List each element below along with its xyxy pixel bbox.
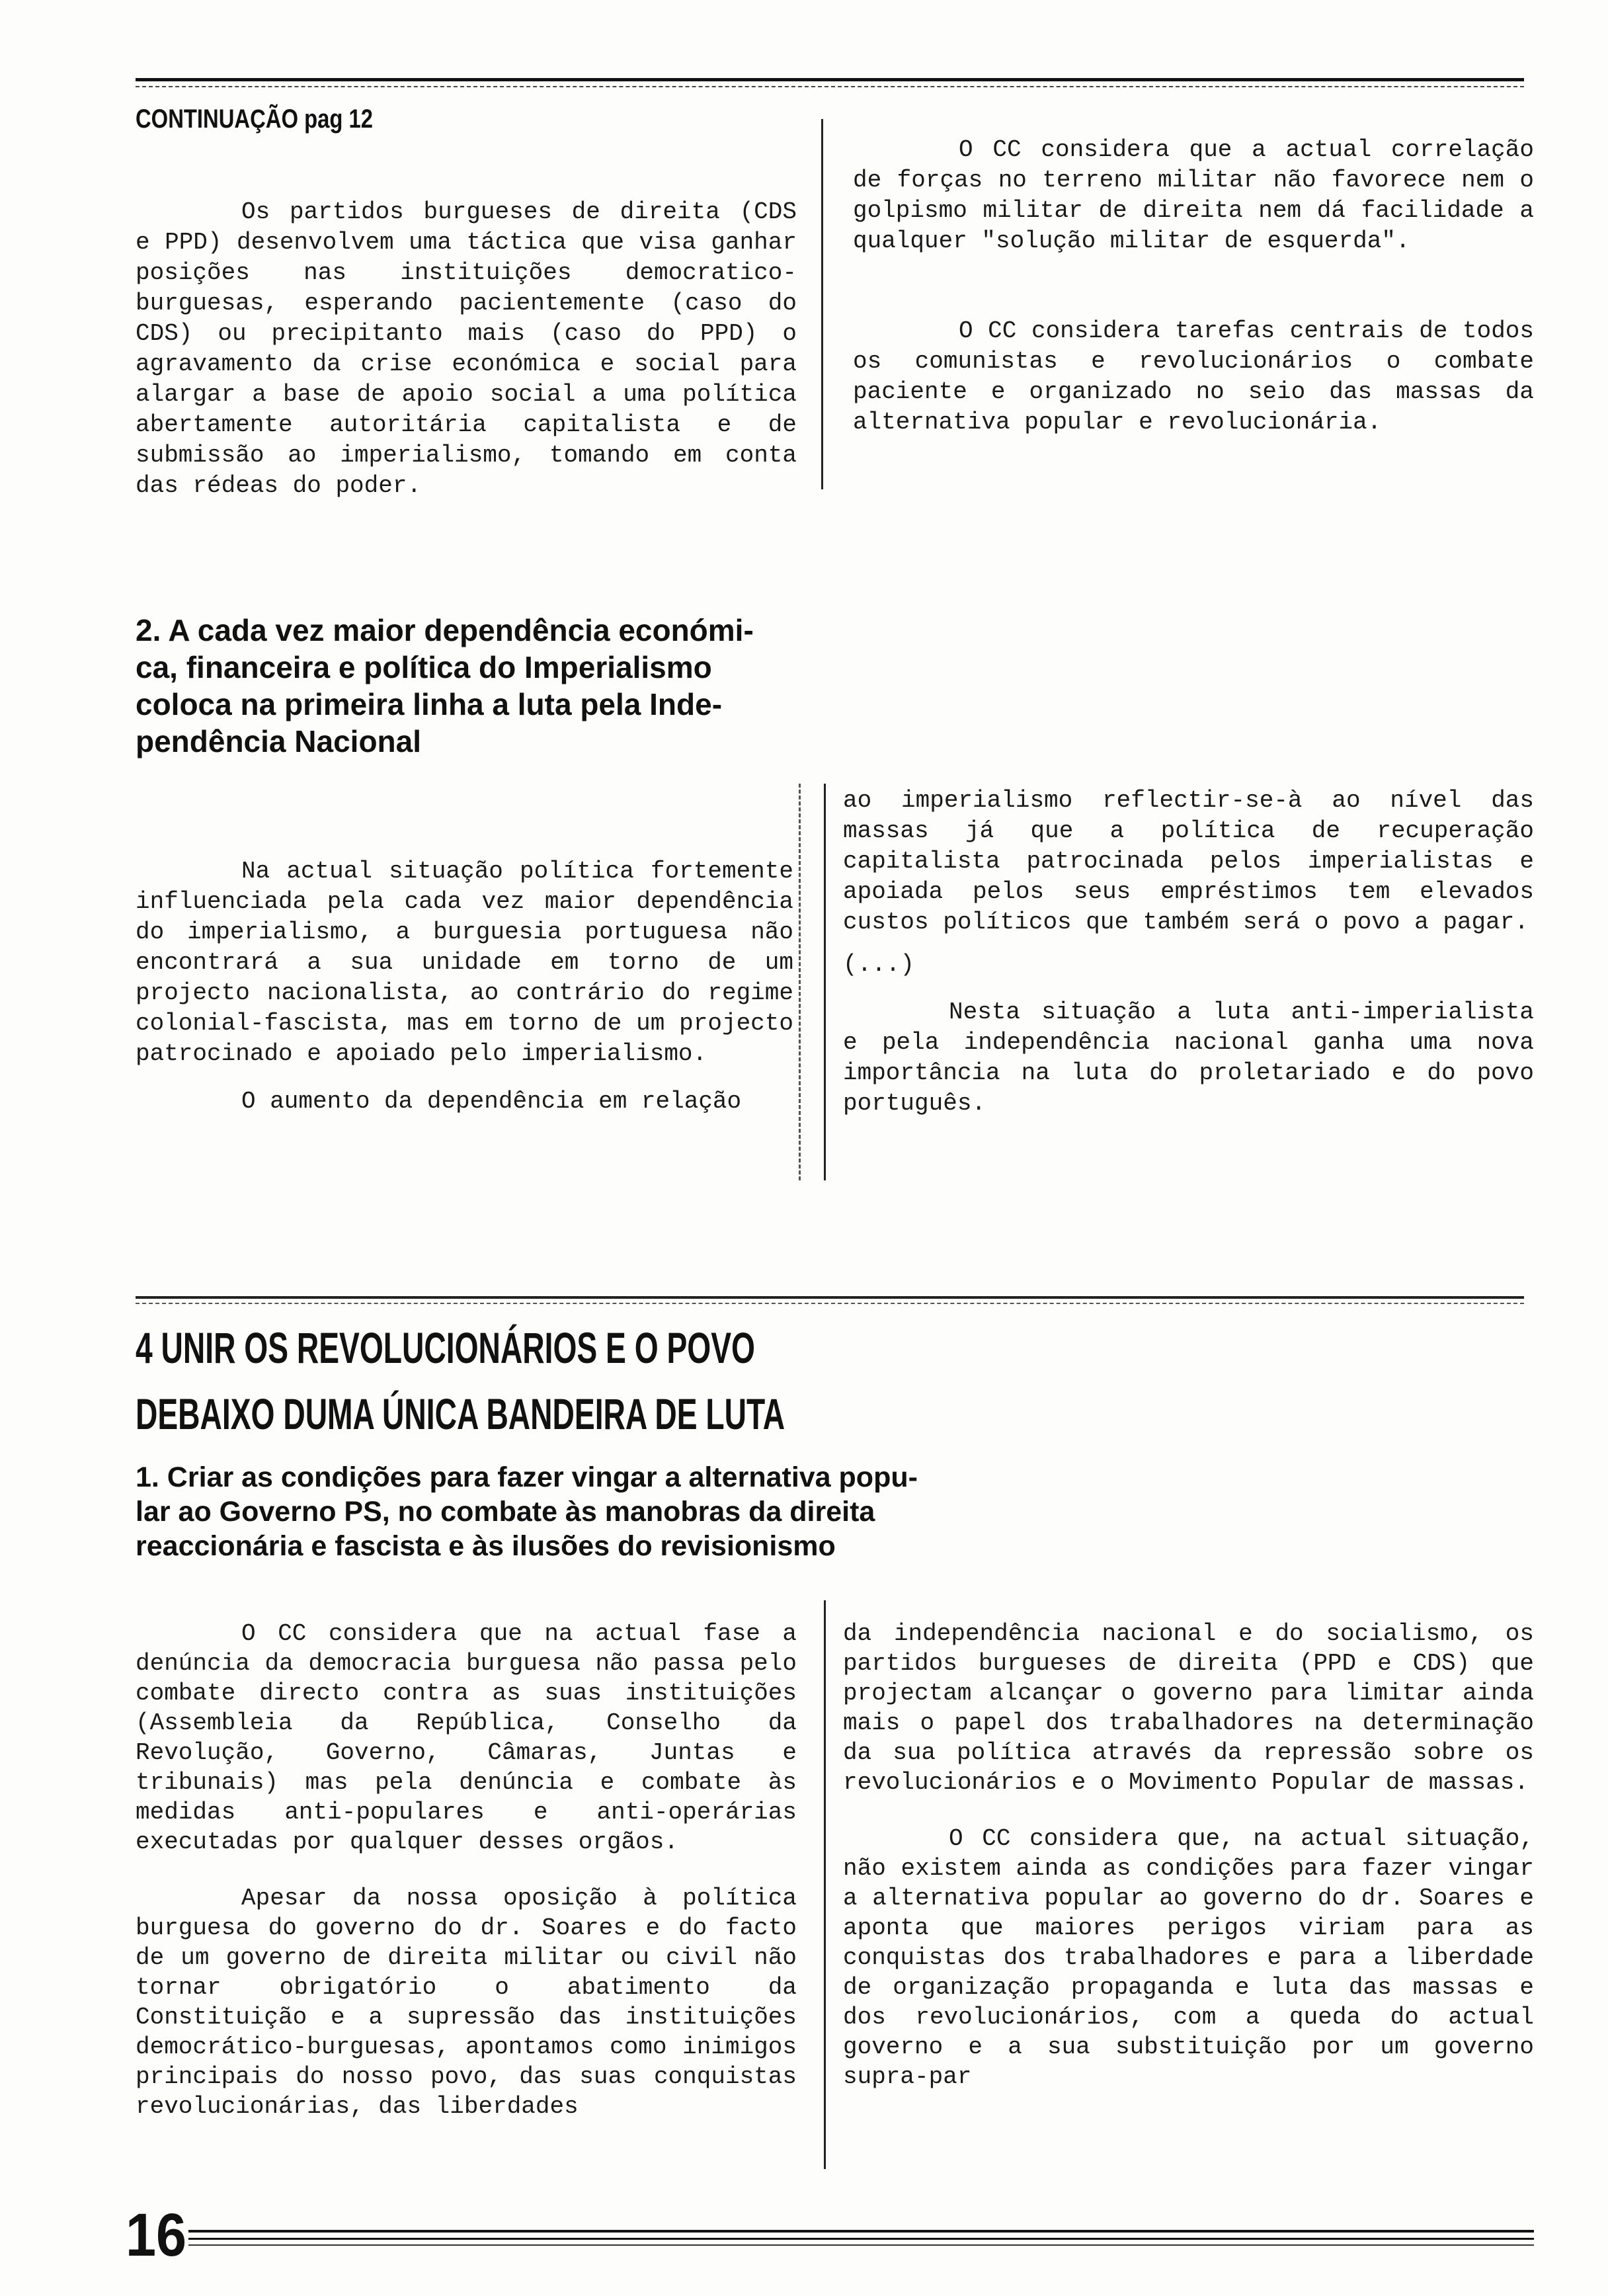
section-rule (136, 1296, 1524, 1299)
footer-rule (188, 2238, 1534, 2240)
column-divider (821, 119, 823, 489)
footer-rule (188, 2230, 1534, 2233)
column-divider (824, 784, 826, 1180)
paragraph: da independência nacional e do socialismo, os partidos burgueses de direita (PPD e CDS) que projectam alcançar o governo para limitar ainda mais o papel dos trabalhadores na determinação da sua política através da repressão sobre os revolucionários e o Movimento Popular de massas. (843, 1620, 1534, 1796)
paragraph: Nesta situação a luta anti-imperialista e pela independência nacional ganha uma nova importância na luta do proletariado e do povo português. (843, 999, 1534, 1117)
column-divider (824, 1600, 826, 2169)
section3-right-column (843, 1619, 1534, 2092)
ellipsis: (...) (843, 951, 915, 978)
paragraph: Na actual situação política fortemente influenciada pela cada vez maior dependência do imperialismo, a burguesia portuguesa não encontrará a sua unidade em torno de um projecto nacionalista, ao contrário do regime colonial-fascista, mas em torno de um projecto patrocinado e apoiado pelo imperialismo. (136, 858, 793, 1067)
headline-line: 4 UNIR OS REVOLUCIONÁRIOS E O POVO (136, 1323, 755, 1372)
section2-left-column (136, 856, 793, 1117)
section3-headline (136, 1323, 1063, 1455)
paragraph: O aumento da dependência em relação (241, 1088, 742, 1115)
paragraph: Apesar da nossa oposição à política burguesa do governo do dr. Soares e do facto de um governo de direita militar ou civil não tornar obrigatório o abatimento da Constituição e a supressão das instituições democrático-burguesas, apontamos como inimigos principais do nosso povo, das suas conquistas revolucionárias, das liberdades (136, 1885, 797, 2120)
section-rule-thin (136, 1303, 1524, 1304)
page-number: 16 (126, 2201, 187, 2269)
paragraph: O CC considera tarefas centrais de todos os comunistas e revolucionários o combate paciente e organizado no seio das massas da alternativa popular e revolucionária. (853, 317, 1534, 436)
paragraph: Os partidos burgueses de direita (CDS e PPD) desenvolvem uma táctica que visa ganhar posições nas instituições democratico-burguesas, esperando pacientemente (caso do CDS) ou precipitanto mais (caso do PPD) o agravamento da crise económica e social para alargar a base de apoio social a uma política abertamente autoritária capitalista e de submissão ao imperialismo, tomando em conta das rédeas do poder. (136, 198, 797, 499)
section2-right-column (843, 786, 1534, 1119)
paragraph: ao imperialismo reflectir-se-à ao nível das massas já que a política de recuperação capitalista patrocinada pelos imperialistas e apoiada pelos seus empréstimos tem elevados custos políticos que também será o povo a pagar. (843, 787, 1534, 936)
section3-subheading: 1. Criar as condições para fazer vingar a alternativa popu- lar ao Governo PS, no combate às manobras da direita reaccionária e fascista e às ilusões do revisionismo (136, 1461, 918, 1562)
section1-left-column (136, 197, 797, 501)
paragraph: O CC considera que, na actual situação, não existem ainda as condições para fazer vingar a alternativa popular ao governo do dr. Soares e aponta que maiores perigos viriam para as conquistas dos trabalhadores e para a liberdade de organização propaganda e luta das massas e dos revolucionários, com a queda do actual governo e a sua substituição por um governo supra-par (843, 1825, 1534, 2090)
continuation-label: CONTINUAÇÃO pag 12 (136, 104, 374, 134)
paragraph: O CC considera que na actual fase a denúncia da democracia burguesa não passa pelo combate directo contra as suas instituições (Assembleia da República, Conselho da Revolução, Governo, Câmaras, Juntas e tribunais) mas pela denúncia e combate às medidas anti-populares e anti-operárias executadas por qualquer desses orgãos. (136, 1620, 797, 1856)
top-rule-thin (136, 86, 1524, 87)
headline-line: DEBAIXO DUMA ÚNICA BANDEIRA DE LUTA (136, 1389, 785, 1438)
section1-right-column (853, 135, 1534, 438)
paragraph: O CC considera que a actual correlação de forças no terreno militar não favorece nem o golpismo militar de direita nem dá facilidade a qualquer "solução militar de esquerda". (853, 136, 1534, 255)
section2-heading: 2. A cada vez maior dependência económi- ca, financeira e política do Imperialismo coloca na primeira linha a luta pela Inde- pendência Nacional (136, 613, 754, 758)
section3-left-column (136, 1619, 797, 2121)
footer-rule (188, 2244, 1534, 2246)
top-rule (136, 78, 1524, 81)
column-divider (799, 784, 801, 1180)
